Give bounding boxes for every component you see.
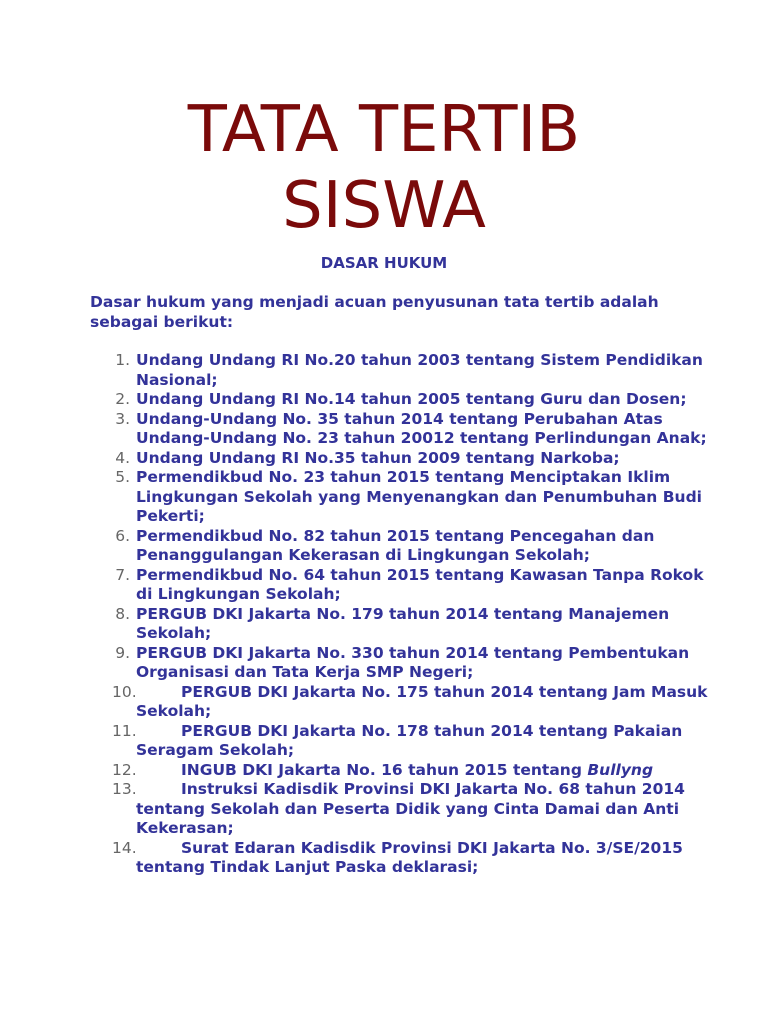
section-heading: DASAR HUKUM: [320, 254, 448, 272]
list-number: 3.: [115, 409, 130, 428]
list-number: 10.: [112, 682, 137, 701]
list-item: [0, 839, 768, 878]
list-item: [0, 605, 768, 644]
list-number: 6.: [115, 526, 130, 545]
list-number: 1.: [115, 351, 130, 369]
list-item: [0, 468, 768, 527]
document-title: [0, 92, 768, 244]
list-number: 8.: [115, 604, 130, 623]
list-item: [0, 390, 768, 410]
list-number: 14.: [112, 838, 137, 857]
list-item-text: Permendikbud No. 23 tahun 2015 tentang Menciptakan Iklim Lingkungan Sekolah yang Menyenangkan dan Penumbuhan Budi Pekerti;: [136, 468, 702, 525]
list-item-text: PERGUB DKI Jakarta No. 178 tahun 2014 tentang Pakaian Seragam Sekolah;: [136, 721, 683, 759]
list-number: 2.: [115, 390, 130, 408]
list-item-emphasis: Bullyng: [587, 760, 654, 779]
list-item: [0, 410, 768, 449]
list-item: [0, 351, 768, 390]
list-item-text: PERGUB DKI Jakarta No. 175 tahun 2014 tentang Jam Masuk Sekolah;: [136, 682, 708, 720]
list-item: [0, 527, 768, 566]
title-line-2: SISWA: [282, 169, 486, 243]
list-item-text: Undang-Undang No. 35 tahun 2014 tentang Perubahan Atas Undang-Undang No. 23 tahun 20012 tentang Perlindungan Anak;: [136, 409, 707, 447]
list-item-text: PERGUB DKI Jakarta No. 330 tahun 2014 tentang Pembentukan Organisasi dan Tata Kerja SMP Negeri;: [136, 643, 690, 681]
title-line-1: TATA TERTIB: [187, 93, 581, 167]
list-item-text: PERGUB DKI Jakarta No. 179 tahun 2014 tentang Manajemen Sekolah;: [136, 604, 670, 642]
list-item-text: Permendikbud No. 82 tahun 2015 tentang Pencegahan dan Penanggulangan Kekerasan di Lingkungan Sekolah;: [136, 526, 655, 564]
intro-paragraph: Dasar hukum yang menjadi acuan penyusunan tata tertib adalah sebagai berikut:: [90, 293, 659, 331]
list-item-text: Undang Undang RI No.35 tahun 2009 tentang Narkoba;: [136, 448, 620, 467]
list-number: 9.: [115, 643, 130, 662]
list-item: [0, 683, 768, 722]
legal-basis-list: [0, 351, 768, 878]
list-number: 5.: [115, 468, 130, 486]
list-number: 12.: [112, 760, 137, 779]
list-item: [0, 722, 768, 761]
list-item: [0, 566, 768, 605]
list-number: 11.: [112, 721, 137, 740]
list-item-text: Permendikbud No. 64 tahun 2015 tentang Kawasan Tanpa Rokok di Lingkungan Sekolah;: [136, 565, 704, 603]
list-number: 4.: [115, 448, 130, 467]
list-item: [0, 780, 768, 839]
list-item-text: INGUB DKI Jakarta No. 16 tahun 2015 tentang: [181, 760, 588, 779]
list-number: 7.: [115, 565, 130, 584]
list-item: [0, 761, 768, 781]
list-item-text: Instruksi Kadisdik Provinsi DKI Jakarta No. 68 tahun 2014 tentang Sekolah dan Peserta Didik yang Cinta Damai dan Anti Kekerasan;: [136, 780, 685, 837]
list-item: [0, 644, 768, 683]
list-item-text: Surat Edaran Kadisdik Provinsi DKI Jakarta No. 3/SE/2015 tentang Tindak Lanjut Paska deklarasi;: [136, 838, 683, 876]
list-item-text: Undang Undang RI No.20 tahun 2003 tentang Sistem Pendidikan Nasional;: [136, 351, 703, 389]
list-number: 13.: [112, 780, 137, 798]
list-item-text: Undang Undang RI No.14 tahun 2005 tentang Guru dan Dosen;: [136, 390, 687, 408]
list-item: [0, 449, 768, 469]
